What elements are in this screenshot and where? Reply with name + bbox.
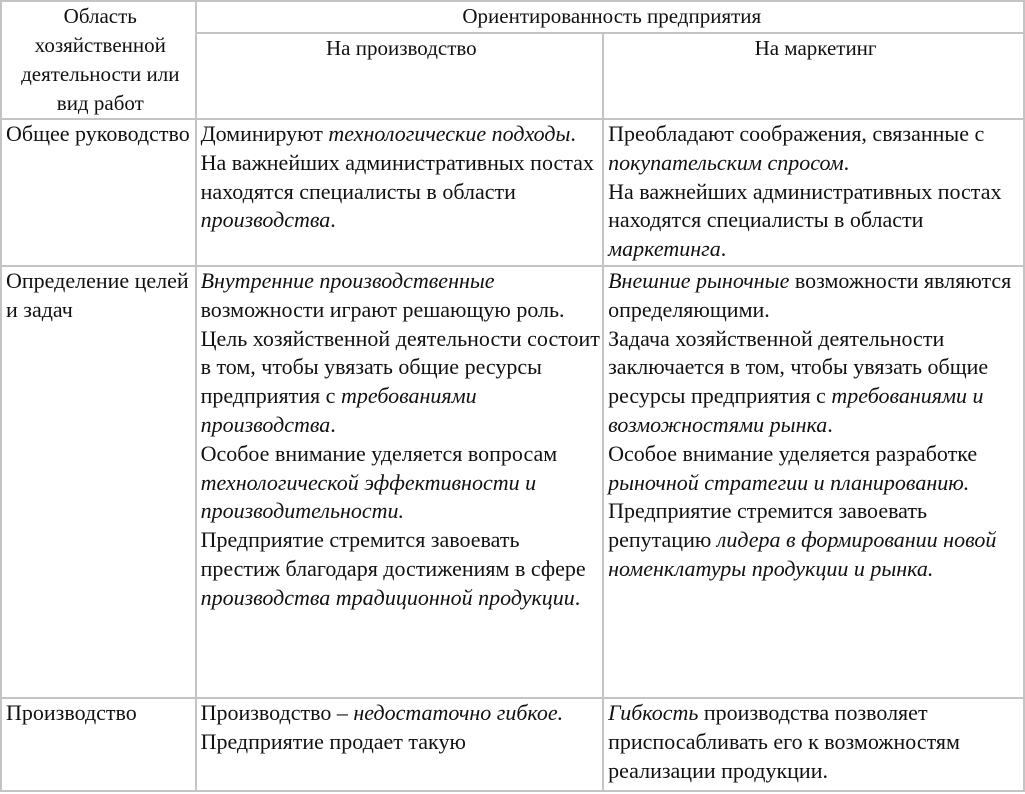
italic-text: производства традиционной продукции	[200, 584, 575, 610]
text: Предприятие стремится завоевать престиж благодаря достижениям в сфере	[200, 527, 586, 581]
italic-text: рыночной стратегии и планированию.	[608, 469, 970, 495]
table-row	[1, 266, 1024, 698]
text: Цель хозяйственной деятельности состоит в том, чтобы увязать общие ресурсы предприятия с	[200, 325, 600, 409]
cell-paragraph	[608, 699, 1023, 785]
cell-paragraph	[201, 267, 603, 325]
text: возможности являются определяющими.	[608, 268, 1012, 322]
italic-text: производства	[200, 207, 331, 233]
row-area: Производство	[1, 698, 196, 791]
table-row	[1, 119, 1024, 266]
cell-paragraph	[201, 526, 603, 612]
text: .	[827, 411, 833, 437]
row-marketing-cell	[603, 119, 1024, 266]
text: Производство –	[200, 700, 354, 725]
row-production-cell	[196, 119, 604, 266]
text: .	[570, 121, 576, 146]
cell-paragraph	[201, 699, 603, 728]
cell-paragraph	[201, 728, 603, 757]
italic-text: Внешние рыночные	[608, 268, 790, 293]
row-area: Общее руководство	[1, 119, 196, 266]
text: возможности играют решающую роль.	[200, 296, 565, 322]
header-area: Область хозяйственной деятельности или вид работ	[1, 1, 196, 119]
cell-paragraph	[608, 497, 1023, 583]
cell-paragraph	[608, 325, 1023, 440]
text: .	[843, 149, 850, 175]
text: Предприятие продает такую	[200, 728, 466, 754]
text: производства позволяет приспосабливать его к возможностям реализации продукции.	[608, 700, 960, 783]
row-marketing-cell	[603, 266, 1024, 698]
italic-text: технологической эффективности и производительности.	[200, 469, 537, 524]
cell-paragraph	[608, 178, 1023, 264]
row-area: Определение целей и задач	[1, 266, 196, 698]
text: .	[574, 584, 581, 610]
text: На важнейших административных постах находятся специалисты в области	[200, 149, 594, 204]
text: Особое внимание уделяется разработке	[608, 440, 978, 466]
italic-text: требованиями производства	[200, 383, 477, 437]
text: .	[330, 411, 336, 437]
row-marketing-cell	[603, 698, 1024, 791]
italic-text: недостаточно гибкое.	[353, 700, 564, 725]
text: Преобладают соображения, связанные с	[608, 121, 985, 146]
cell-paragraph	[201, 325, 603, 440]
text: .	[720, 236, 727, 262]
text: На важнейших административных постах находятся специалисты в области	[608, 178, 1002, 233]
cell-paragraph	[608, 440, 1023, 498]
italic-text: маркетинга	[608, 236, 721, 262]
cell-paragraph	[201, 149, 603, 235]
text: Предприятие стремится завоевать репутацию	[608, 498, 928, 553]
text: .	[330, 207, 336, 233]
text: Особое внимание уделяется вопросам	[200, 440, 558, 466]
header-marketing: На маркетинг	[603, 33, 1024, 119]
cell-paragraph	[608, 120, 1023, 178]
row-production-cell	[196, 698, 604, 791]
header-orientation: Ориентированность предприятия	[196, 1, 1024, 33]
header-production: На производство	[196, 33, 604, 119]
italic-text: лидера в формировании новой номенклатуры продукции и рынка.	[608, 527, 997, 581]
text: Задача хозяйственной деятельности заключается в том, чтобы увязать общие ресурсы предприятия с	[608, 325, 989, 409]
italic-text: технологические подходы	[328, 121, 571, 146]
text: Доминируют	[200, 121, 329, 146]
cell-paragraph	[201, 120, 603, 149]
cell-paragraph	[608, 267, 1023, 325]
table-row	[1, 698, 1024, 791]
italic-text: требованиями и возможностями рынка	[608, 383, 984, 437]
row-production-cell	[196, 266, 604, 698]
italic-text: Гибкость	[608, 700, 699, 725]
italic-text: Внутренние производственные	[200, 268, 495, 293]
cell-paragraph	[201, 440, 603, 526]
italic-text: покупательским спросом	[608, 149, 844, 175]
